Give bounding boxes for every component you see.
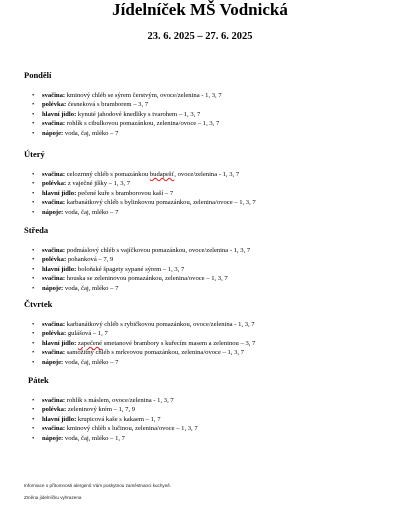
menu-item-text: voda, čaj, mléko – 7 (63, 284, 119, 292)
menu-item-label: hlavní jídlo: (42, 110, 77, 118)
menu-item-label: hlavní jídlo: (42, 265, 77, 273)
menu-item (0, 405, 198, 414)
menu-item-label: svačina: (42, 92, 66, 99)
menu-item-label: polévka: (42, 101, 67, 109)
allergen-note: Informace o přítomnosti alergenů Vám poskytnou zaměstnanci kuchyně. (24, 483, 172, 488)
menu-item-label: nápoje: (42, 129, 64, 137)
bullet-icon: • (32, 330, 35, 338)
menu-item (0, 246, 250, 255)
menu-item-text: voda, čaj, mléko – 7 (63, 208, 119, 216)
menu-item-text: houska se zeleninovou pomazánkou, zelenina/ovoce – 1, 3, 7 (65, 275, 228, 283)
day-heading: Čtvrtek (24, 299, 53, 309)
bullet-icon: • (32, 415, 35, 423)
menu-item-text: karbanátkový chléb s rybičkovou pomazánkou, ovoce/zelenina - 1, 3, 7 (65, 321, 255, 328)
bullet-icon: • (32, 256, 35, 264)
menu-item-label: svačina: (42, 425, 66, 433)
bullet-icon: • (32, 208, 35, 216)
menu-item (0, 208, 256, 217)
menu-item (0, 274, 250, 283)
menu-item-label: svačina: (42, 321, 66, 328)
menu-item-text: podmáslový chléb s vajíčkovou pomazánkou, ovoce/zelenina - 1, 3, 7 (65, 247, 251, 254)
bullet-icon: • (32, 339, 35, 347)
menu-item (0, 110, 222, 119)
menu-item-text: voda, čaj, mléko – 1, 7 (63, 434, 125, 442)
menu-item-label: nápoje: (42, 434, 64, 442)
menu-item (0, 348, 255, 357)
bullet-icon: • (32, 434, 35, 442)
bullet-icon: • (32, 189, 35, 197)
menu-item (0, 265, 250, 274)
menu-item-label: polévka: (42, 330, 67, 338)
menu-item-text: pečené kuře s bramborovou kaší – 7 (76, 189, 174, 197)
bullet-icon: • (32, 120, 35, 128)
menu-list (0, 246, 250, 293)
menu-item (0, 284, 250, 293)
menu-item (0, 170, 256, 179)
menu-list (0, 396, 198, 443)
date-range: 23. 6. 2025 – 27. 6. 2025 (147, 31, 253, 42)
menu-item (0, 255, 250, 264)
menu-item-label: hlavní jídlo: (42, 189, 77, 197)
menu-item (0, 358, 255, 367)
menu-item (0, 415, 198, 424)
menu-item (0, 100, 222, 109)
menu-item-text: gulášová – 1, 7 (66, 330, 108, 338)
bullet-icon: • (32, 180, 35, 188)
menu-item-label: svačina: (42, 397, 66, 404)
menu-item-label: polévka: (42, 180, 67, 188)
menu-item (0, 119, 222, 128)
day-heading: Pondělí (24, 70, 52, 80)
menu-item-text: rohlík s máslem, ovoce/zelenina - 1, 3, 7 (65, 397, 174, 404)
menu-item-label: svačina: (42, 171, 66, 178)
bullet-icon: • (32, 92, 35, 99)
bullet-icon: • (32, 171, 35, 178)
menu-item-label: nápoje: (42, 208, 64, 216)
menu-item (0, 91, 222, 100)
menu-item-text: kminový chléb se sýrem čerstvým, ovoce/zelenina - 1, 3, 7 (65, 92, 222, 99)
menu-item-text: voda, čaj, mléko – 7 (63, 358, 119, 366)
menu-item (0, 189, 256, 198)
menu-item-label: svačina: (42, 247, 66, 254)
day-heading: Pátek (28, 375, 49, 385)
menu-item-label: hlavní jídlo: (42, 339, 77, 347)
menu-item-label: hlavní jídlo: (42, 415, 77, 423)
menu-item (0, 129, 222, 138)
bullet-icon: • (32, 284, 35, 292)
menu-item-text: pohanková – 7, 9 (66, 256, 114, 264)
menu-item-label: polévka: (42, 256, 67, 264)
menu-item-text: boloňské špagety sypané sýrem – 1, 3, 7 (76, 265, 185, 273)
bullet-icon: • (32, 275, 35, 283)
menu-item-text: samožitný chléb s mrkvovou pomazánkou, zelenina/ovoce – 1, 3, 7 (65, 349, 244, 357)
bullet-icon: • (32, 406, 35, 414)
bullet-icon: • (32, 199, 35, 207)
day-heading: Středa (24, 225, 49, 235)
menu-item-label: nápoje: (42, 358, 64, 366)
menu-item-text: z vaječné jíšky – 1, 3, 7 (66, 180, 131, 188)
menu-item-label: svačina: (42, 349, 66, 357)
menu-item (0, 329, 255, 338)
bullet-icon: • (32, 247, 35, 254)
menu-item (0, 434, 198, 443)
menu-item-text: zapečené smetanové brambory s kuřecím masem a zeleninou – 3, 7 (77, 339, 256, 347)
menu-item-text: kminový chléb s lučinou, zelenina/ovoce – 1, 3, 7 (65, 425, 198, 433)
menu-item-text: zeleninový krém – 1, 7, 9 (66, 406, 136, 414)
menu-item (0, 339, 255, 348)
menu-list (0, 91, 222, 138)
menu-list (0, 170, 256, 217)
menu-item (0, 320, 255, 329)
menu-item-label: svačina: (42, 120, 66, 128)
menu-item-text: voda, čaj, mléko – 7 (63, 129, 119, 137)
menu-item-text: krupicová kaše s kakaem – 1, 7 (76, 415, 161, 423)
menu-item-text: celozrnný chléb s pomazánkou budapešť, ovoce/zelenina - 1, 3, 7 (65, 171, 240, 178)
bullet-icon: • (32, 129, 35, 137)
bullet-icon: • (32, 110, 35, 118)
bullet-icon: • (32, 425, 35, 433)
bullet-icon: • (32, 101, 35, 109)
menu-list (0, 320, 255, 367)
menu-item-label: svačina: (42, 275, 66, 283)
menu-item (0, 424, 198, 433)
bullet-icon: • (32, 349, 35, 357)
menu-item-label: polévka: (42, 406, 67, 414)
menu-change-note: Změna jídelníčku vyhrazena (24, 495, 82, 500)
bullet-icon: • (32, 397, 35, 404)
menu-item-text: česneková s bramborem – 3, 7 (66, 101, 149, 109)
page-title: Jídelníček MŠ Vodnická (112, 0, 288, 19)
menu-item-text: karbanátkový chléb s bylinkovou pomazánkou, zelenina/ovoce – 1, 3, 7 (65, 199, 256, 207)
menu-item-text: rohlík s cibulkovou pomazánkou, zelenina/ovoce – 1, 3, 7 (65, 120, 220, 128)
bullet-icon: • (32, 321, 35, 328)
menu-item (0, 396, 198, 405)
day-heading: Úterý (24, 149, 45, 159)
bullet-icon: • (32, 358, 35, 366)
bullet-icon: • (32, 265, 35, 273)
menu-item (0, 198, 256, 207)
menu-item-label: nápoje: (42, 284, 64, 292)
menu-item (0, 179, 256, 188)
menu-item-text: kynuté jahodové knedlíky s tvarohem – 1, 3, 7 (76, 110, 201, 118)
menu-item-label: svačina: (42, 199, 66, 207)
